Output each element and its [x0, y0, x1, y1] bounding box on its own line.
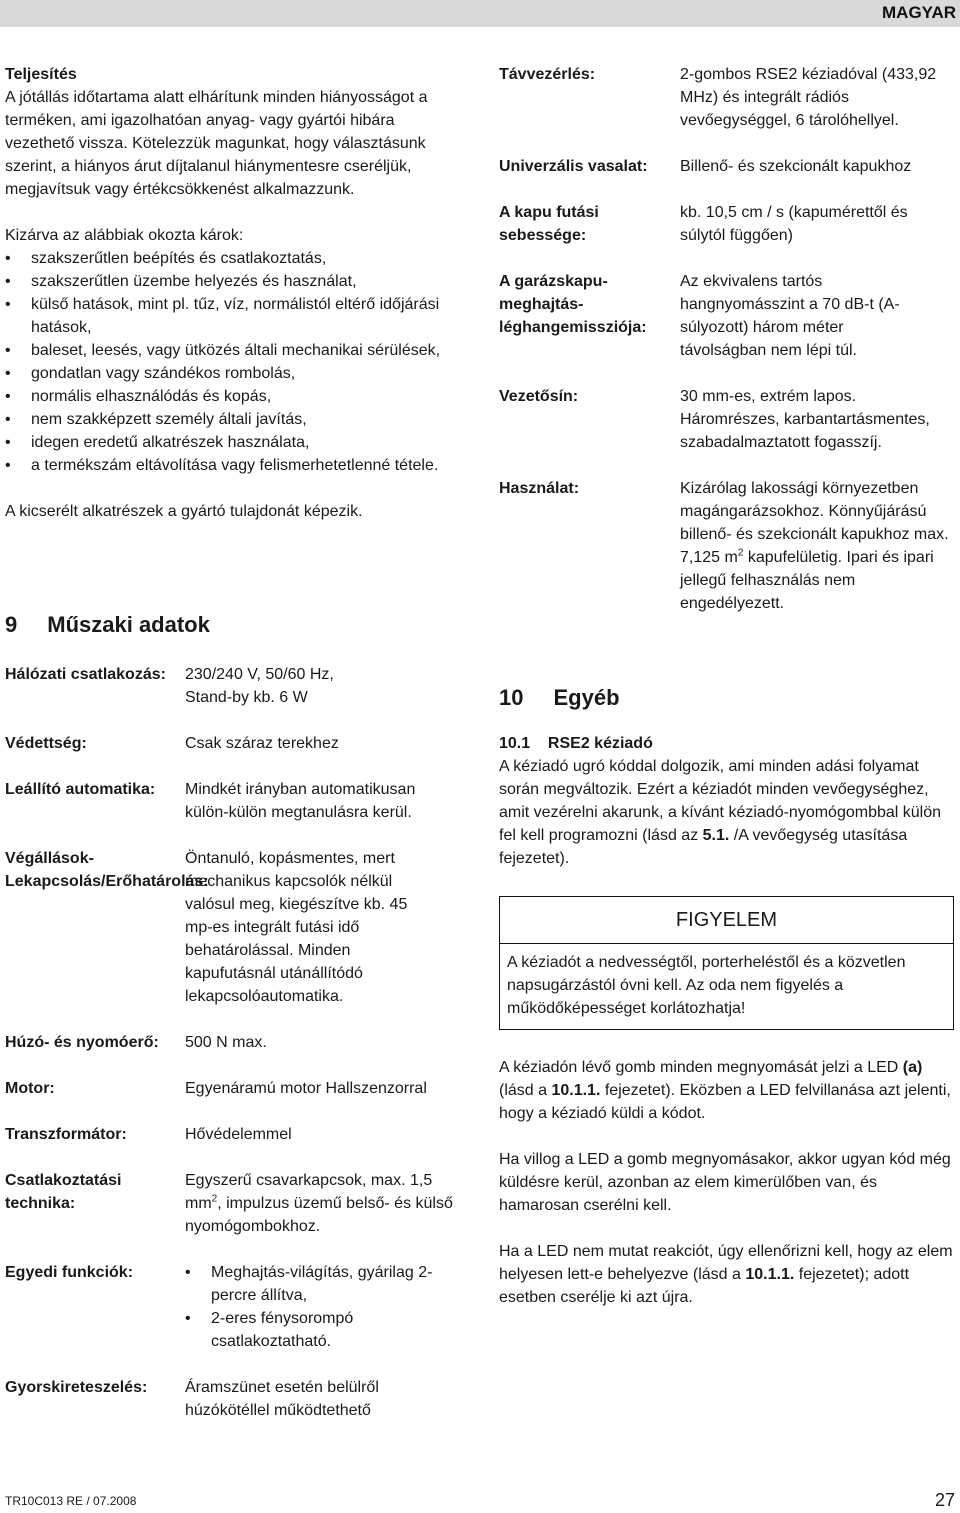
- spec-value-text: kapufelületig. Ipari és ipari jellegű felhasználás nem engedélyezett.: [680, 549, 934, 612]
- spec-table-left: [5, 663, 460, 1422]
- body-text: fejezetet). Eközben a LED felvillanása azt jelenti, hogy a kéziadó küldi a kódot.: [499, 1082, 951, 1122]
- spec-label: Motor:: [5, 1080, 55, 1097]
- subsection-10-1-heading: [499, 732, 959, 755]
- section-title: Műszaki adatok: [47, 612, 210, 637]
- spec-label: Húzó- és nyomóerő:: [5, 1034, 159, 1051]
- section-number: 10: [499, 685, 524, 710]
- document-code: TR10C013 RE / 07.2008: [5, 1494, 137, 1508]
- spec-row: [499, 155, 959, 178]
- spec-row: [5, 732, 460, 755]
- section-title: Egyéb: [553, 685, 620, 710]
- feature-list: [185, 1261, 440, 1353]
- spec-value: Csak száraz terekhez: [185, 735, 339, 752]
- excluded-title: Kizárva az alábbiak okozta károk:: [5, 227, 244, 244]
- spec-label: Használat:: [499, 480, 580, 497]
- spec-value-text: Kizárólag lakossági környezetben magángarázsokhoz. Könnyűjárású billenő- és szekcionált kapukhoz max. 7,125 m: [680, 480, 949, 566]
- list-item: • baleset, leesés, vagy ütközés általi mechanikai sérülések,: [5, 339, 460, 362]
- body-text: A kéziadó ugró kóddal dolgozik, ami minden adási folyamat során megváltozik. Ezért a kéziadót minden vevőegységhez, amit vezérelni akarunk, a kívánt kéziadó-nyomógombbal külön fel kell programozni (lásd az: [499, 758, 942, 844]
- list-item: • a termékszám eltávolítása vagy felismerhetetlenné tétele.: [5, 454, 460, 477]
- spec-value-text: Egyszerű csavarkapcsok, max. 1,5 mm: [185, 1172, 433, 1212]
- led-paragraph-2: Ha villog a LED a gomb megnyomásakor, akkor ugyan kód még küldésre kerül, azonban az elem kimerülőben van, és hamarosan cserélni kell.: [499, 1151, 951, 1214]
- section-10-heading: [499, 685, 959, 711]
- warning-box: [499, 896, 954, 1030]
- superscript: 2: [737, 547, 744, 559]
- spec-label: Univerzális vasalat:: [499, 158, 648, 175]
- section-9-heading: [5, 612, 210, 638]
- spec-value: Billenő- és szekcionált kapukhoz: [680, 158, 912, 175]
- reference: 5.1.: [702, 827, 730, 844]
- spec-row: [5, 663, 460, 709]
- spec-value: 230/240 V, 50/60 Hz, Stand-by kb. 6 W: [185, 666, 334, 706]
- list-item: • 2-eres fénysorompó csatlakoztatható.: [185, 1307, 440, 1353]
- spec-value: Öntanuló, kopásmentes, mert mechanikus kapcsolók nélkül valósul meg, kiegészítve kb. 45 mp-es integrált futási idő behatárolással. Minden kapufutásnál utánállítódó lekapcsolóautomatika.: [185, 850, 408, 1005]
- spec-row: [499, 201, 959, 247]
- spec-row: [499, 385, 959, 454]
- superscript: 2: [211, 1193, 218, 1205]
- spec-row: [5, 1031, 460, 1054]
- replaced-parts-note: A kicserélt alkatrészek a gyártó tulajdonát képezik.: [5, 503, 363, 520]
- spec-label: Transzformátor:: [5, 1126, 127, 1143]
- led-paragraph-1: [499, 1056, 954, 1125]
- spec-label: Csatlakoztatási technika:: [5, 1172, 122, 1212]
- spec-label: Hálózati csatlakozás:: [5, 666, 166, 683]
- list-item: • idegen eredetű alkatrészek használata,: [5, 431, 460, 454]
- spec-value: 500 N max.: [185, 1034, 267, 1051]
- spec-row: [499, 477, 959, 615]
- spec-row: [499, 270, 959, 362]
- excluded-list: [5, 247, 460, 477]
- spec-label: Távvezérlés:: [499, 66, 596, 83]
- spec-label: Egyedi funkciók:: [5, 1264, 134, 1281]
- spec-label: A kapu futási sebessége:: [499, 204, 599, 244]
- warranty-intro: A jótállás időtartama alatt elhárítunk minden hiányosságot a terméken, ami igazolhatóan anyag- vagy gyártói hibára vezethető vissza. Kötelezzük magunkat, hogy választásunk szerint, a hiányos árut díjtalanul hiánymentesre cseréljük, megjavítsuk vagy értékcsökkenést alkalmazzunk.: [5, 89, 428, 198]
- spec-value: Áramszünet esetén belülről húzókötéllel működtethető: [185, 1379, 379, 1419]
- spec-row: [5, 1123, 460, 1146]
- subsection-10-1-text: [499, 755, 954, 870]
- section-number: 9: [5, 612, 18, 637]
- reference: 10.1.1.: [551, 1082, 601, 1099]
- right-column: [499, 63, 959, 1309]
- page-number: 27: [934, 1490, 955, 1510]
- spec-value: Hővédelemmel: [185, 1126, 292, 1143]
- warning-title: FIGYELEM: [500, 897, 953, 944]
- spec-value: 2-gombos RSE2 kéziadóval (433,92 MHz) és integrált rádiós vevőegységgel, 6 tárolóhellyel.: [680, 66, 937, 129]
- spec-value: Az ekvivalens tartós hangnyomásszint a 70 dB-t (A-súlyozott) három méter távolságban nem lépi túl.: [680, 273, 900, 359]
- spec-value-text: , impulzus üzemű belső- és külső nyomógombokhoz.: [185, 1195, 453, 1235]
- body-text: fejezetet); adott esetben cserélje ki azt újra.: [499, 1266, 910, 1306]
- spec-label: Vezetősín:: [499, 388, 579, 405]
- list-item: • szakszerűtlen beépítés és csatlakoztatás,: [5, 247, 460, 270]
- spec-label: A garázskapu-meghajtás-léghangemissziója:: [499, 273, 647, 336]
- body-text: (lásd a: [499, 1082, 552, 1099]
- spec-value: kb. 10,5 cm / s (kapumérettől és súlytól függően): [680, 204, 908, 244]
- spec-row: [5, 847, 460, 1008]
- spec-row: [5, 1077, 460, 1100]
- subsection-number: 10.1: [499, 735, 531, 752]
- list-item: • gondatlan vagy szándékos rombolás,: [5, 362, 460, 385]
- header-bar: [0, 0, 960, 27]
- spec-label: Leállító automatika:: [5, 781, 156, 798]
- spec-label: Végállások-Lekapcsolás/Erőhatárolás:: [5, 850, 209, 890]
- list-item: • külső hatások, mint pl. tűz, víz, normálistól eltérő időjárási hatások,: [5, 293, 460, 339]
- spec-row: [5, 1261, 460, 1353]
- spec-value: Mindkét irányban automatikusan külön-külön megtanulásra kerül.: [185, 781, 416, 821]
- list-item: • normális elhasználódás és kopás,: [5, 385, 460, 408]
- body-text: A kéziadón lévő gomb minden megnyomását jelzi a LED: [499, 1059, 903, 1076]
- reference: 10.1.1.: [745, 1266, 795, 1283]
- subsection-title: RSE2 kéziadó: [547, 735, 653, 752]
- list-item: • Meghajtás-világítás, gyárilag 2-percre állítva,: [185, 1261, 440, 1307]
- left-column: [5, 63, 460, 523]
- list-item: • nem szakképzett személy általi javítás,: [5, 408, 460, 431]
- spec-value: [680, 477, 955, 615]
- spec-label: Gyorskireteszelés:: [5, 1379, 148, 1396]
- spec-label: Védettség:: [5, 735, 87, 752]
- spec-value: [185, 1169, 460, 1238]
- warning-text: A kéziadót a nedvességtől, porterheléstől és a közvetlen napsugárzástól óvni kell. Az oda nem figyelés a működőképességet korlátozhatja!: [507, 954, 906, 1017]
- spec-row: [5, 778, 460, 824]
- spec-value: 30 mm-es, extrém lapos. Háromrészes, karbantartásmentes, szabadalmaztatott fogasszíj.: [680, 388, 930, 451]
- body-text: Ha a LED nem mutat reakciót, úgy ellenőrizni kell, hogy az elem helyesen lett-e behelyezve (lásd a: [499, 1243, 953, 1283]
- list-item: • szakszerűtlen üzembe helyezés és használat,: [5, 270, 460, 293]
- spec-row: [499, 63, 959, 132]
- warranty-title: Teljesítés: [5, 66, 77, 83]
- body-text: /A vevőegység utasítása fejezetet).: [499, 827, 908, 867]
- reference: (a): [902, 1059, 923, 1076]
- spec-row: [5, 1169, 460, 1238]
- language-label: MAGYAR: [882, 3, 956, 22]
- spec-row: [5, 1376, 460, 1422]
- spec-value: [185, 1261, 460, 1353]
- led-paragraph-3: [499, 1240, 954, 1309]
- spec-value: Egyenáramú motor Hallszenzorral: [185, 1080, 427, 1097]
